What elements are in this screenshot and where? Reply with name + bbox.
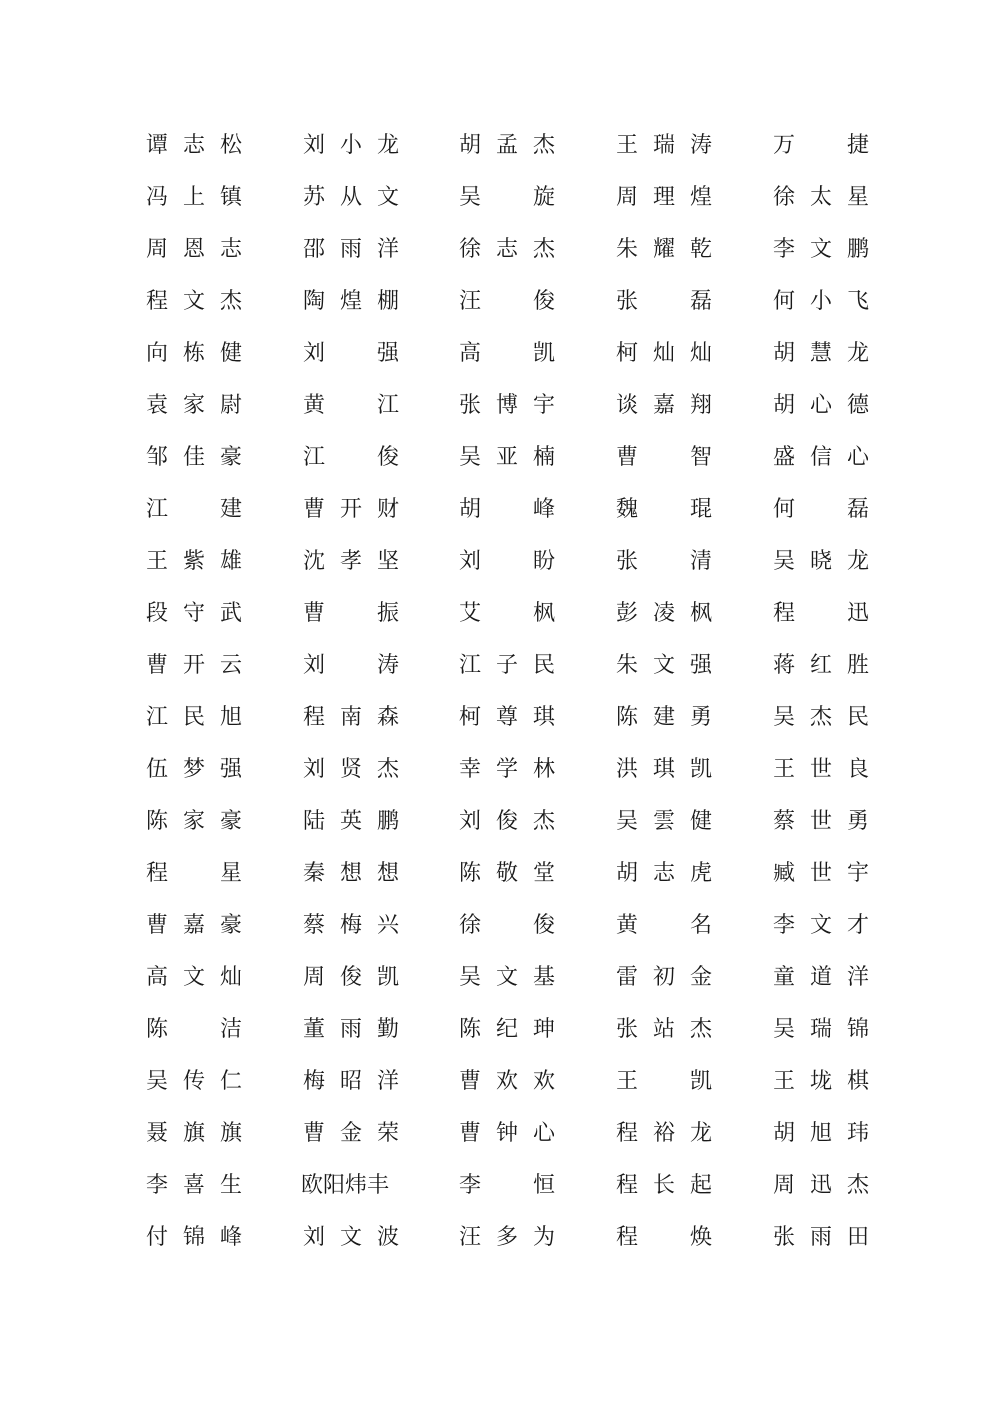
name-cell: 邹 佳 豪	[145, 445, 242, 470]
name-cell: 曹 嘉 豪	[145, 913, 242, 938]
name-cell: 柯 尊 琪	[458, 705, 555, 730]
name-cell: 欧阳炜丰	[301, 1173, 390, 1198]
name-row	[0, 1218, 992, 1258]
name-cell: 童 道 洋	[772, 965, 869, 990]
name-cell: 周 恩 志	[145, 237, 242, 262]
name-cell: 程 文 杰	[145, 289, 242, 314]
name-cell: 冯 上 镇	[145, 185, 242, 210]
name-cell: 张 清	[615, 549, 712, 574]
name-cell: 洪 琪 凯	[615, 757, 712, 782]
name-cell: 张 博 宇	[458, 393, 555, 418]
name-cell: 刘 涛	[302, 653, 399, 678]
name-cell: 吴 晓 龙	[772, 549, 869, 574]
name-cell: 曹 开 云	[145, 653, 242, 678]
name-row	[0, 1010, 992, 1050]
name-row	[0, 438, 992, 478]
name-cell: 江 民 旭	[145, 705, 242, 730]
name-cell: 程 长 起	[615, 1173, 712, 1198]
name-cell: 吴 旋	[458, 185, 555, 210]
name-cell: 朱 耀 乾	[615, 237, 712, 262]
name-row	[0, 230, 992, 270]
name-cell: 谭 志 松	[145, 133, 242, 158]
name-cell: 汪 俊	[458, 289, 555, 314]
name-cell: 秦 想 想	[302, 861, 399, 886]
name-cell: 何 磊	[772, 497, 869, 522]
name-cell: 董 雨 勤	[302, 1017, 399, 1042]
name-row	[0, 854, 992, 894]
name-row	[0, 542, 992, 582]
name-cell: 曹 欢 欢	[458, 1069, 555, 1094]
name-cell: 陶 煌 棚	[302, 289, 399, 314]
name-cell: 胡 峰	[458, 497, 555, 522]
name-row	[0, 490, 992, 530]
name-cell: 周 理 煌	[615, 185, 712, 210]
name-cell: 陈 家 豪	[145, 809, 242, 834]
name-cell: 王 紫 雄	[145, 549, 242, 574]
name-cell: 曹 钟 心	[458, 1121, 555, 1146]
name-cell: 袁 家 尉	[145, 393, 242, 418]
name-cell: 蒋 红 胜	[772, 653, 869, 678]
name-cell: 王 垅 棋	[772, 1069, 869, 1094]
name-cell: 吴 雲 健	[615, 809, 712, 834]
name-row	[0, 386, 992, 426]
name-cell: 吴 传 仁	[145, 1069, 242, 1094]
name-row	[0, 1166, 992, 1206]
name-cell: 程 裕 龙	[615, 1121, 712, 1146]
name-cell: 张 磊	[615, 289, 712, 314]
name-cell: 何 小 飞	[772, 289, 869, 314]
name-cell: 汪 多 为	[458, 1225, 555, 1250]
name-cell: 胡 孟 杰	[458, 133, 555, 158]
name-cell: 陈 建 勇	[615, 705, 712, 730]
name-row	[0, 1114, 992, 1154]
name-cell: 雷 初 金	[615, 965, 712, 990]
name-row	[0, 750, 992, 790]
name-cell: 王 凯	[615, 1069, 712, 1094]
name-row	[0, 698, 992, 738]
name-row	[0, 906, 992, 946]
name-cell: 陆 英 鹏	[302, 809, 399, 834]
name-cell: 李 文 鹏	[772, 237, 869, 262]
name-cell: 徐 俊	[458, 913, 555, 938]
name-cell: 李 文 才	[772, 913, 869, 938]
name-cell: 吴 瑞 锦	[772, 1017, 869, 1042]
name-cell: 胡 心 德	[772, 393, 869, 418]
name-cell: 张 雨 田	[772, 1225, 869, 1250]
name-cell: 盛 信 心	[772, 445, 869, 470]
name-cell: 刘 贤 杰	[302, 757, 399, 782]
name-cell: 曹 智	[615, 445, 712, 470]
name-cell: 黄 名	[615, 913, 712, 938]
name-cell: 徐 太 星	[772, 185, 869, 210]
name-cell: 王 世 良	[772, 757, 869, 782]
name-cell: 李 恒	[458, 1173, 555, 1198]
name-cell: 陈 纪 珅	[458, 1017, 555, 1042]
name-cell: 陈 敬 堂	[458, 861, 555, 886]
name-row	[0, 646, 992, 686]
name-cell: 吴 亚 楠	[458, 445, 555, 470]
name-cell: 黄 江	[302, 393, 399, 418]
name-cell: 江 俊	[302, 445, 399, 470]
name-row	[0, 334, 992, 374]
name-cell: 伍 梦 强	[145, 757, 242, 782]
name-cell: 吴 文 基	[458, 965, 555, 990]
name-cell: 周 迅 杰	[772, 1173, 869, 1198]
name-cell: 江 建	[145, 497, 242, 522]
name-cell: 魏 琨	[615, 497, 712, 522]
name-cell: 胡 慧 龙	[772, 341, 869, 366]
name-cell: 付 锦 峰	[145, 1225, 242, 1250]
name-row	[0, 282, 992, 322]
name-cell: 周 俊 凯	[302, 965, 399, 990]
name-cell: 陈 洁	[145, 1017, 242, 1042]
name-cell: 万 捷	[772, 133, 869, 158]
name-cell: 蔡 梅 兴	[302, 913, 399, 938]
name-cell: 向 栋 健	[145, 341, 242, 366]
name-cell: 程 迅	[772, 601, 869, 626]
name-row	[0, 958, 992, 998]
name-cell: 蔡 世 勇	[772, 809, 869, 834]
name-cell: 程 星	[145, 861, 242, 886]
name-cell: 柯 灿 灿	[615, 341, 712, 366]
name-cell: 刘 小 龙	[302, 133, 399, 158]
name-row	[0, 802, 992, 842]
name-cell: 聂 旗 旗	[145, 1121, 242, 1146]
name-cell: 曹 振	[302, 601, 399, 626]
name-cell: 朱 文 强	[615, 653, 712, 678]
name-cell: 臧 世 宇	[772, 861, 869, 886]
name-cell: 幸 学 林	[458, 757, 555, 782]
name-cell: 刘 强	[302, 341, 399, 366]
name-cell: 刘 文 波	[302, 1225, 399, 1250]
name-cell: 程 南 森	[302, 705, 399, 730]
name-cell: 程 焕	[615, 1225, 712, 1250]
name-cell: 苏 从 文	[302, 185, 399, 210]
name-cell: 高 凯	[458, 341, 555, 366]
name-cell: 刘 俊 杰	[458, 809, 555, 834]
name-row	[0, 178, 992, 218]
name-cell: 曹 金 荣	[302, 1121, 399, 1146]
name-cell: 高 文 灿	[145, 965, 242, 990]
name-cell: 梅 昭 洋	[302, 1069, 399, 1094]
name-row	[0, 126, 992, 166]
name-cell: 彭 凌 枫	[615, 601, 712, 626]
name-cell: 李 喜 生	[145, 1173, 242, 1198]
name-cell: 艾 枫	[458, 601, 555, 626]
name-cell: 曹 开 财	[302, 497, 399, 522]
name-row	[0, 1062, 992, 1102]
name-cell: 徐 志 杰	[458, 237, 555, 262]
name-row	[0, 594, 992, 634]
name-cell: 谈 嘉 翔	[615, 393, 712, 418]
name-cell: 邵 雨 洋	[302, 237, 399, 262]
name-cell: 张 站 杰	[615, 1017, 712, 1042]
name-cell: 江 子 民	[458, 653, 555, 678]
name-cell: 段 守 武	[145, 601, 242, 626]
name-cell: 吴 杰 民	[772, 705, 869, 730]
name-cell: 胡 旭 玮	[772, 1121, 869, 1146]
name-cell: 沈 孝 坚	[302, 549, 399, 574]
name-cell: 王 瑞 涛	[615, 133, 712, 158]
name-cell: 刘 盼	[458, 549, 555, 574]
name-cell: 胡 志 虎	[615, 861, 712, 886]
